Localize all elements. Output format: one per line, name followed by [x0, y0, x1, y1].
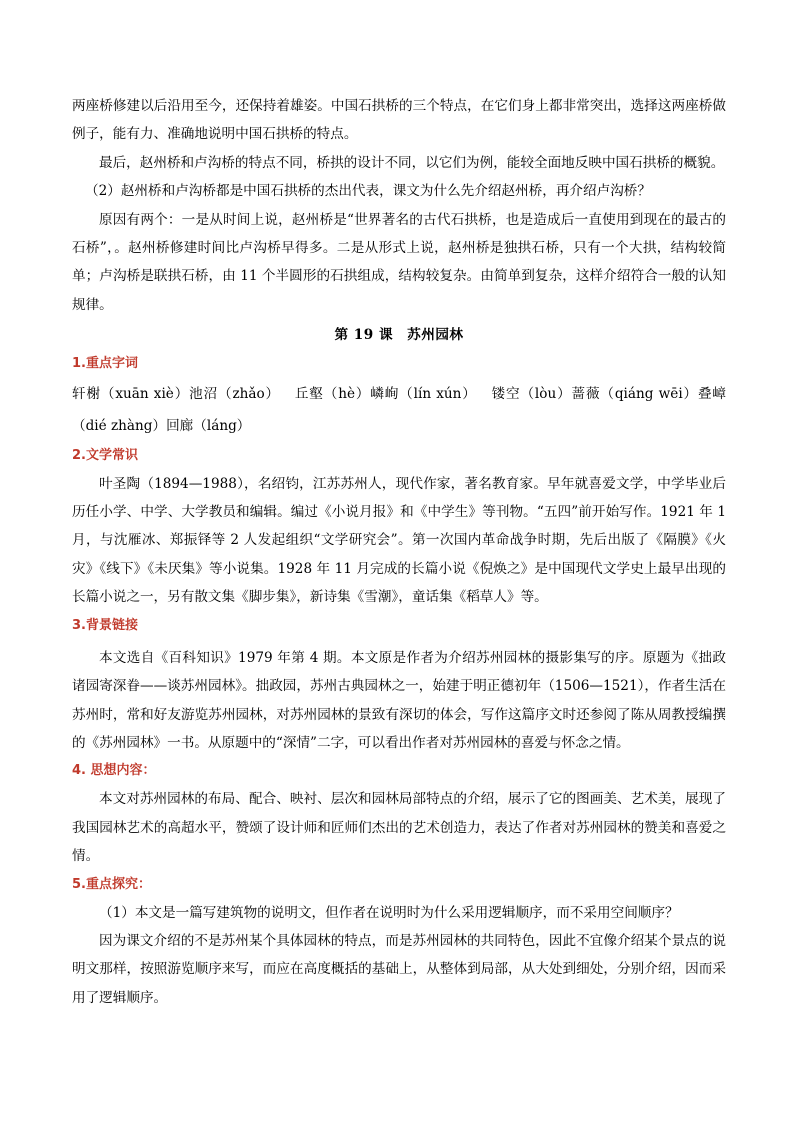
exploration-answer-1: 因为课文介绍的不是苏州某个具体园林的特点，而是苏州园林的共同特色，因此不宜像介绍某个景点的说明文那样，按照游览顺序来写，而应在高度概括的基础上，从整体到局部，从大处到细处，分别介绍，因而采用了逻辑顺序。: [72, 932, 726, 1006]
vocab-item: 轩榭（xuān xiè）池沼（zhǎo）: [72, 385, 280, 402]
theme-text: 本文对苏州园林的布局、配合、映衬、层次和园林局部特点的介绍，展示了它的图画美、艺术美，展现了我国园林艺术的高超水平，赞颂了设计师和匠师们杰出的艺术创造力，表达了作者对苏州园林的赞美和喜爱之情。: [72, 791, 726, 865]
section-heading-theme: 4. 思想内容：: [72, 763, 156, 779]
question-2: （2）赵州桥和卢沟桥都是中国石拱桥的杰出代表，课文为什么先介绍赵州桥，再介绍卢沟桥？: [85, 183, 651, 200]
vocab-list: [72, 378, 726, 442]
vocab-item: 丘壑（hè）嶙峋（lín xún）: [294, 385, 477, 402]
section-heading-key-words: 1.重点字词: [72, 355, 138, 371]
section-heading-key-exploration: 5.重点探究：: [72, 876, 151, 892]
page-content: [72, 92, 726, 1012]
section-heading-background: 3.背景链接: [72, 617, 138, 633]
intro-paragraph-2: 最后，赵州桥和卢沟桥的特点不同，桥拱的设计不同，以它们为例，能较全面地反映中国石拱桥的概貌。: [99, 154, 725, 171]
section-heading-literary-knowledge: 2.文学常识: [72, 447, 138, 463]
intro-paragraph-1: 两座桥修建以后沿用至今，还保持着雄姿。中国石拱桥的三个特点，在它们身上都非常突出，选择这两座桥做例子，能有力、准确地说明中国石拱桥的特点。: [72, 98, 726, 143]
vocab-item: 镂空（lòu）蔷薇（qiáng wēi）: [490, 385, 698, 402]
lesson-title: 第 19 课 苏州园林: [334, 327, 464, 344]
vocab-item: 叠嶂（dié zhàng）回廊（láng）: [72, 385, 727, 434]
exploration-question-1: （1）本文是一篇写建筑物的说明文，但作者在说明时为什么采用逻辑顺序，而不采用空间顺序？: [99, 904, 679, 921]
answer-2: 原因有两个：一是从时间上说，赵州桥是“世界著名的古代石拱桥，也是造成后一直使用到现在的最古的石桥”，。赵州桥修建时间比卢沟桥早得多。二是从形式上说，赵州桥是独拱石桥，只有一个大拱，结构较简单；卢沟桥是联拱石桥，由 11 个半圆形的石拱组成，结构较复杂。由简单到复杂，这样介绍符合一般的认知规律。: [72, 211, 726, 313]
background-text: 本文选自《百科知识》1979 年第 4 期。本文原是作者为介绍苏州园林的摄影集写的序。原题为《拙政诸园寄深眷——谈苏州园林》。拙政园，苏州古典园林之一，始建于明正德初年（1506—1521），作者生活在苏州时，常和好友游览苏州园林，对苏州园林的景致有深切的体会，写作这篇序文时还参阅了陈从周教授编撰的《苏州园林》一书。从原题中的“深情”二字，可以看出作者对苏州园林的喜爱与怀念之情。: [72, 649, 726, 751]
literary-knowledge-text: 叶圣陶（1894—1988），名绍钧，江苏苏州人，现代作家，著名教育家。早年就喜爱文学，中学毕业后历任小学、中学、大学教员和编辑。编过《小说月报》和《中学生》等刊物。“五四”前开始写作。1921 年 1 月，与沈雁冰、郑振铎等 2 人发起组织“文学研究会”。第一次国内革命战争时期，先后出版了《隔膜》《火灾》《线下》《未厌集》等小说集。1928 年 11 月完成的长篇小说《倪焕之》是中国现代文学史上最早出现的长篇小说之一，另有散文集《脚步集》，新诗集《雪潮》，童话集《稻草人》等。: [72, 475, 726, 606]
